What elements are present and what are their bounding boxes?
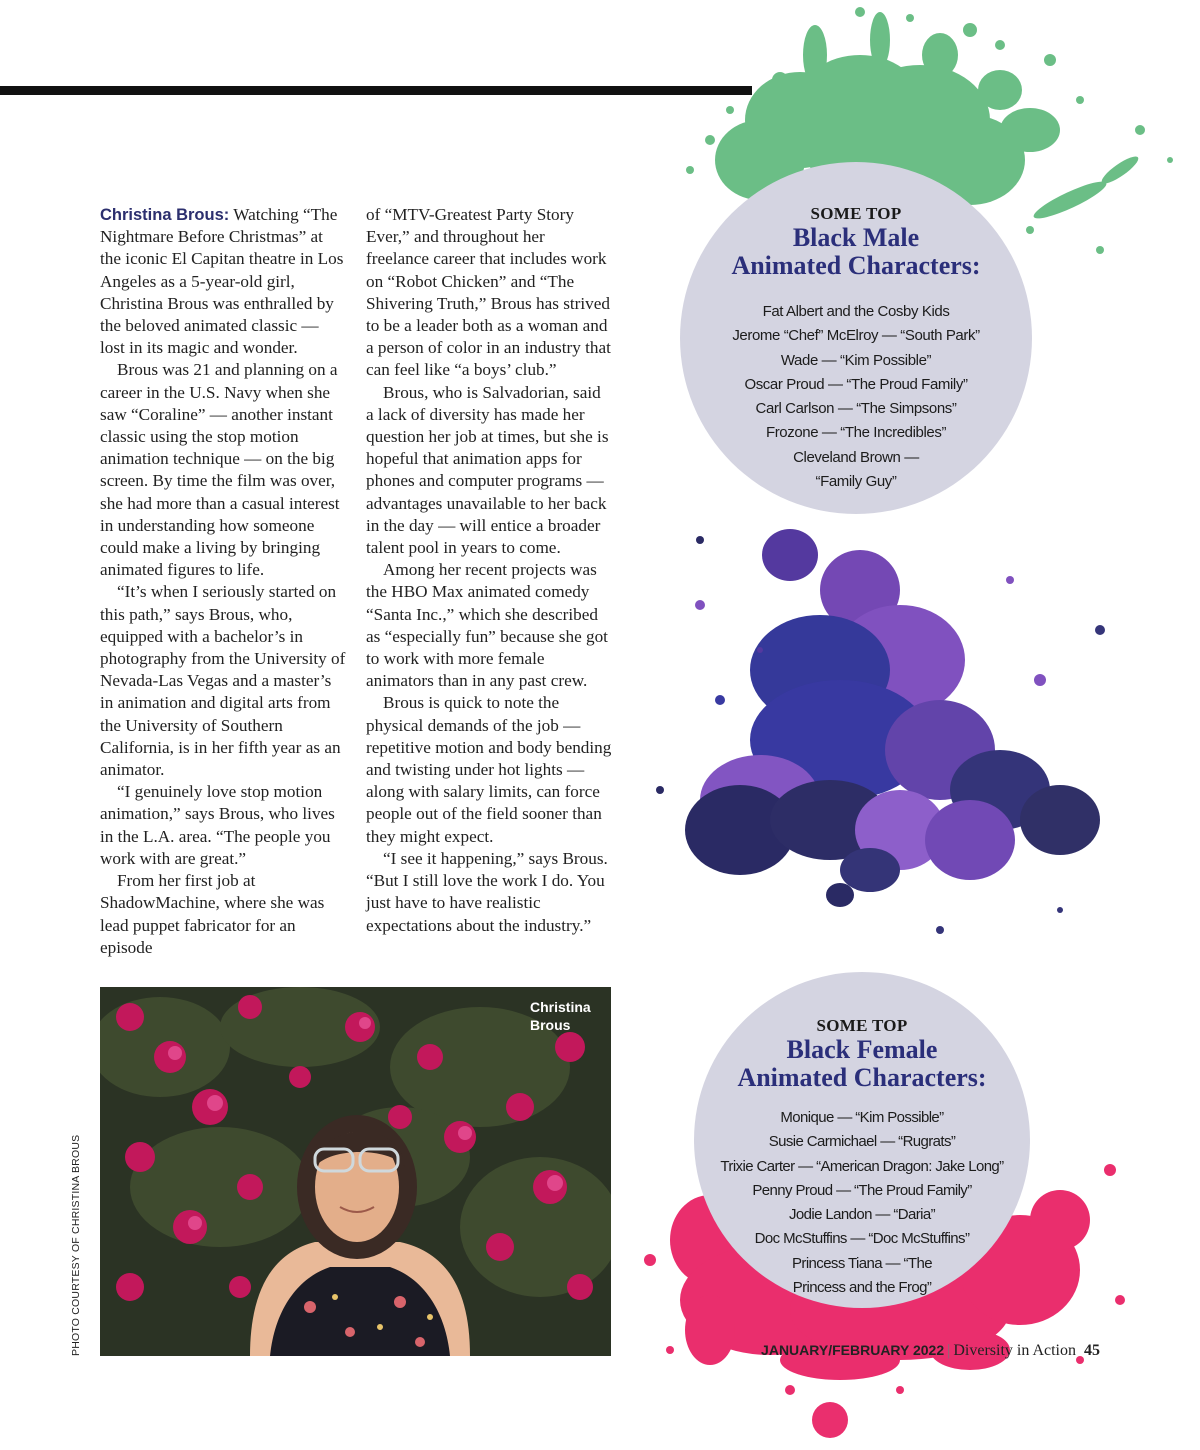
list-item: Princess Tiana — “The	[792, 1254, 932, 1272]
sidebar-kicker: SOME TOP	[816, 1016, 908, 1035]
article-paragraph: Among her recent projects was the HBO Max animated comedy “Santa Inc.,” which she described as “especially fun” because she got to work with more female animators than in any past crew.	[366, 560, 608, 691]
article-paragraph: Christina Brous: Watching “The Nightmare Before Christmas” at the iconic El Capitan theatre in Los Angeles as a 5-year-old girl, Christina Brous was enthralled by the beloved animated classic — lost in its magic and wonder.	[100, 205, 344, 358]
list-item: Oscar Proud — “The Proud Family”	[744, 375, 968, 393]
issue-date: JANUARY/FEBRUARY 2022	[761, 1342, 945, 1358]
lead-name: Christina Brous:	[100, 206, 230, 224]
article-paragraph: of “MTV-Greatest Party Story Ever,” and throughout her freelance career that includes work on “Robot Chicken” and “The Shivering Truth,” Brous has strived to be a leader both as a woman and a person of color in an industry that can feel like “a boys’ club.”	[366, 205, 611, 380]
magazine-name: Diversity in Action	[953, 1342, 1076, 1359]
article-column-2	[366, 204, 612, 937]
list-item: Carl Carlson — “The Simpsons”	[755, 400, 957, 418]
list-item: Frozone — “The Incredibles”	[765, 424, 947, 442]
page-footer	[761, 1342, 1100, 1360]
female-characters-sidebar	[694, 972, 1030, 1308]
article-paragraph: From her first job at ShadowMachine, where she was lead puppet fabricator for an episode	[100, 871, 325, 957]
female-characters-list	[694, 1106, 1030, 1300]
portrait-photo	[100, 987, 611, 1356]
sidebar-title-line-2: Animated Characters:	[737, 1063, 987, 1092]
sidebar-kicker: SOME TOP	[810, 204, 902, 223]
list-item: Doc McStuffins — “Doc McStuffins”	[754, 1230, 970, 1248]
list-item: Princess and the Frog”	[792, 1279, 932, 1297]
article-paragraph: Brous was 21 and planning on a career in the U.S. Navy when she saw “Coraline” — another instant classic using the stop motion animation technique — on the big screen. By time the film was over, she had more than a casual interest in understanding how someone could make a living by bringing animated figures to life.	[100, 360, 340, 580]
article-paragraph: “I genuinely love stop motion animation,” says Brous, who lives in the L.A. area. “The people you work with are great.”	[100, 782, 335, 868]
article-column-1	[100, 204, 346, 959]
list-item: Fat Albert and the Cosby Kids	[762, 303, 950, 320]
list-item: Trixie Carter — “American Dragon: Jake Long”	[720, 1157, 1004, 1175]
article-paragraph: “I see it happening,” says Brous. “But I still love the work I do. You just have to have realistic expectations about the industry.”	[366, 848, 608, 935]
list-item: Jerome “Chef” McElroy — “South Park”	[732, 327, 980, 345]
sidebar-title-line-2: Animated Characters:	[731, 251, 981, 280]
article-paragraph: Brous is quick to note the physical demands of the job — repetitive motion and body bending and twisting under hot lights — along with salary limits, can force people out of the field sooner than they might expect.	[366, 693, 612, 846]
list-item: Jodie Landon — “Daria”	[788, 1206, 936, 1224]
photo-credit: PHOTO COURTESY OF CHRISTINA BROUS	[70, 1134, 82, 1356]
list-item: Penny Proud — “The Proud Family”	[752, 1181, 972, 1199]
photo-caption: Christina Brous	[530, 999, 591, 1033]
list-item: Cleveland Brown —	[793, 448, 919, 466]
article-paragraph: Brous, who is Salvadorian, said a lack of diversity has made her question her job at times, but she is hopeful that animation apps for phones and computer programs — advantages unavailable to her back in the day — will entice a broader talent pool in years to come.	[366, 382, 609, 558]
list-item: Monique — “Kim Possible”	[780, 1109, 944, 1126]
page-number: 45	[1084, 1342, 1100, 1359]
purple-paint-splash	[640, 520, 1120, 970]
sidebar-title-line-1: Black Female	[786, 1035, 938, 1064]
sidebar-title-line-1: Black Male	[792, 223, 920, 252]
footer-separator: |	[947, 1342, 951, 1359]
male-characters-list	[680, 300, 1032, 494]
top-rule	[0, 86, 752, 95]
male-characters-sidebar	[680, 162, 1032, 514]
article-paragraph: “It’s when I seriously started on this path,” says Brous, who, equipped with a bachelor’s in photography from the University of Nevada-Las Vegas and a master’s in animation and digital arts from the University of Southern California, is in her fifth year as an animator.	[100, 582, 346, 780]
list-item: Wade — “Kim Possible”	[780, 351, 932, 369]
list-item: “Family Guy”	[815, 473, 897, 491]
list-item: Susie Carmichael — “Rugrats”	[768, 1133, 956, 1151]
